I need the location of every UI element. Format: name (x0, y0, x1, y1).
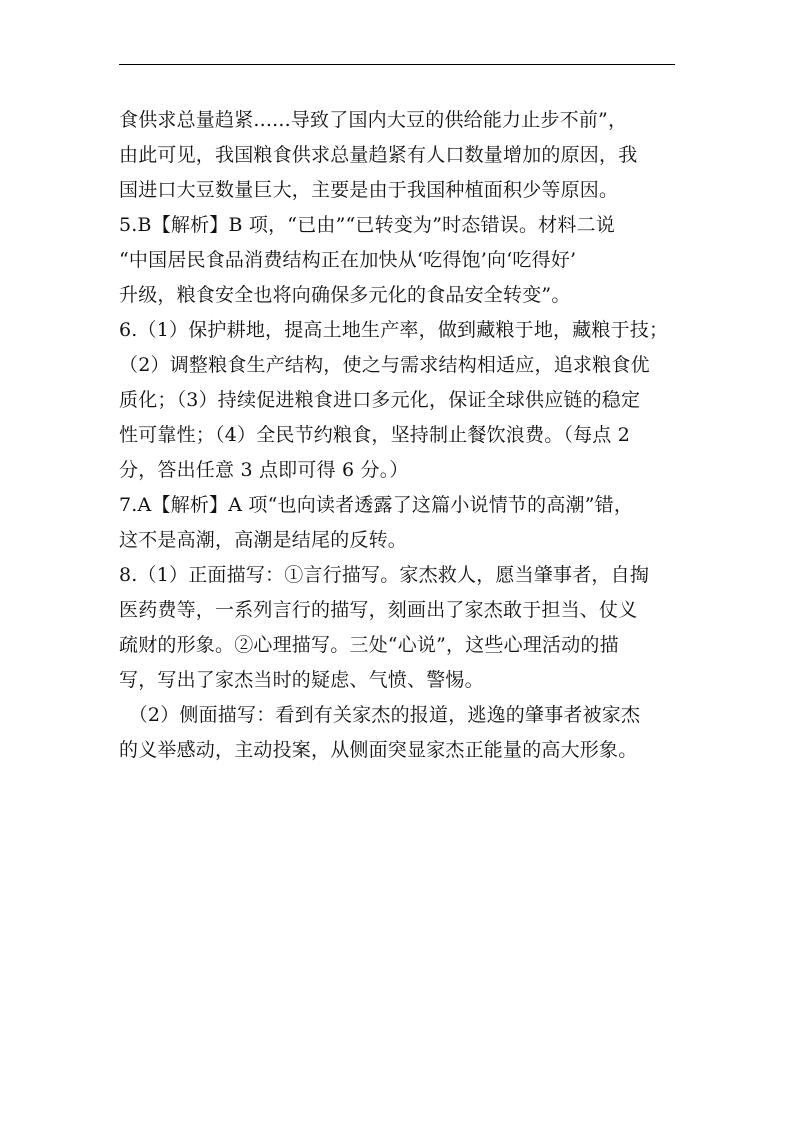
text-line: “中国居民食品消费结构正在加快从‘吃得饱’向‘吃得好’ (119, 249, 577, 271)
answer-text-body (119, 103, 679, 768)
text-line: 由此可见，我国粮食供求总量趋紧有人口数量增加的原因，我 (119, 144, 638, 166)
text-line: 质化；（3）持续促进粮食进口多元化，保证全球供应链的稳定 (119, 389, 641, 411)
text-line: 的义举感动，主动投案，从侧面突显家杰正能量的高大形象。 (119, 739, 638, 761)
text-line: 7.A【解析】A 项“也向读者透露了这篇小说情节的高潮”错， (119, 494, 634, 516)
text-line: 写，写出了家杰当时的疑虑、气愤、警惕。 (119, 669, 484, 691)
text-line: 升级，粮食安全也将向确保多元化的食品安全转变”。 (119, 284, 571, 306)
text-line: 食供求总量趋紧......导致了国内大豆的供给能力止步不前”， (119, 109, 628, 131)
text-line: 国进口大豆数量巨大，主要是由于我国种植面积少等原因。 (119, 179, 619, 201)
text-line: 分，答出任意 3 点即可得 6 分。） (119, 459, 409, 481)
text-line: （2）调整粮食生产结构，使之与需求结构相适应，追求粮食优 (119, 354, 650, 376)
text-line: 这不是高潮，高潮是结尾的反转。 (119, 529, 408, 551)
text-line: 性可靠性；（4）全民节约粮食，坚持制止餐饮浪费。（每点 2 (119, 424, 631, 446)
text-line: 5.B【解析】B 项，“已由”“已转变为”时态错误。材料二说 (119, 214, 615, 236)
text-line: （2）侧面描写：看到有关家杰的报道，逃逸的肇事者被家杰 (119, 704, 641, 726)
text-line: 8.（1）正面描写：①言行描写。家杰救人，愿当肇事者，自掏 (119, 564, 650, 586)
header-rule (119, 64, 675, 65)
text-line: 医药费等，一系列言行的描写，刻画出了家杰敢于担当、仗义 (119, 599, 638, 621)
text-line: 疏财的形象。②心理描写。三处“心说”，这些心理活动的描 (119, 634, 619, 656)
text-line: 6.（1）保护耕地，提高土地生产率，做到藏粮于地，藏粮于技； (119, 319, 669, 341)
